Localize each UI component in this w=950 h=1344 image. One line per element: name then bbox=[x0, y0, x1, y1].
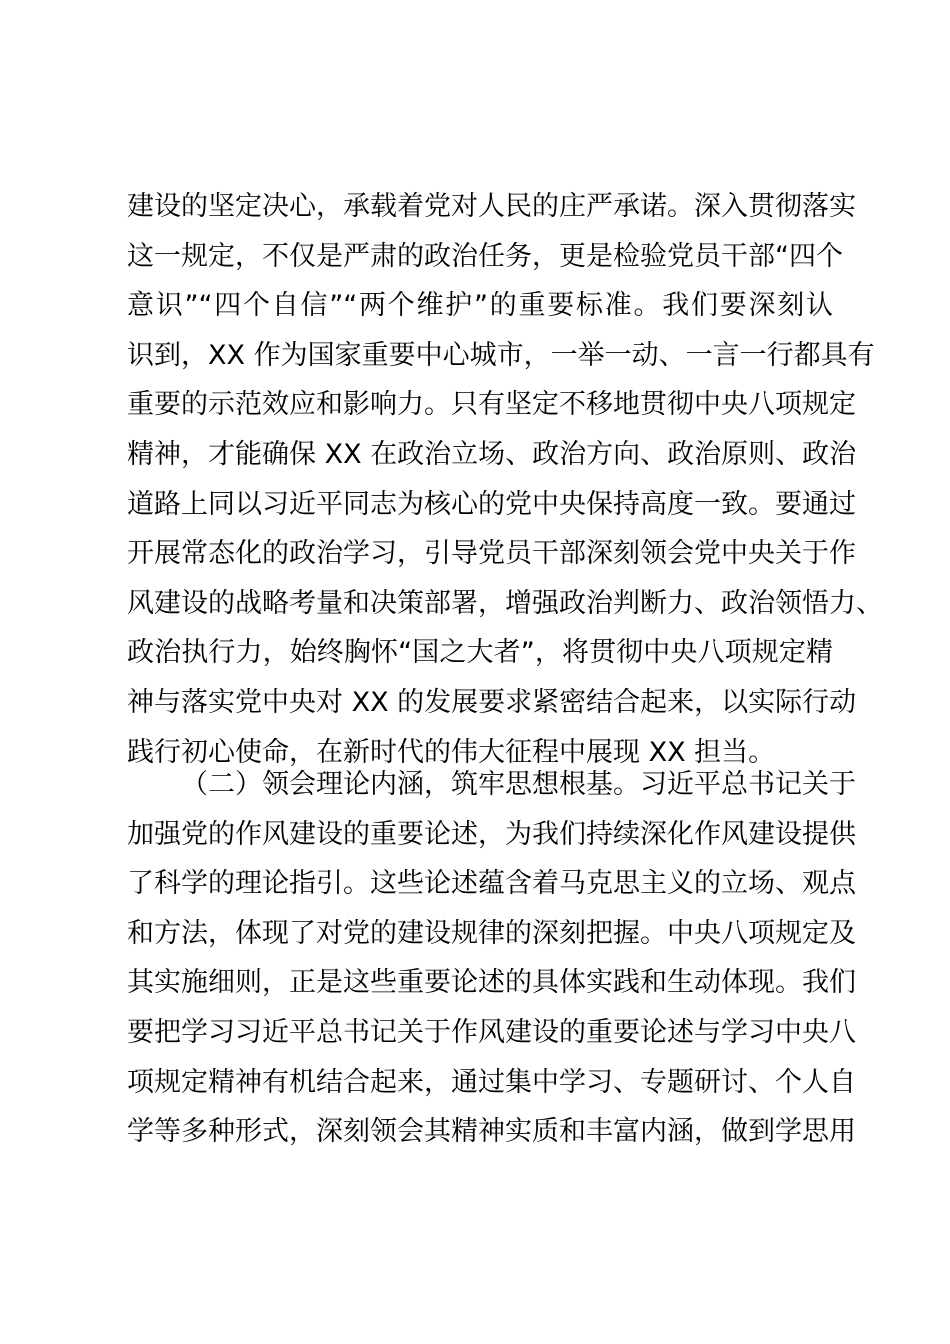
paragraph-line: 风建设的战略考量和决策部署，增强政治判断力、政治领悟力、 bbox=[127, 587, 883, 619]
paragraph-1 bbox=[127, 182, 883, 777]
paragraph-line: 践行初心使命，在新时代的伟大征程中展现 XX 担当。 bbox=[127, 736, 776, 768]
paragraph-line: 神与落实党中央对 XX 的发展要求紧密结合起来，以实际行动 bbox=[127, 686, 857, 718]
paragraph-line: 了科学的理论指引。这些论述蕴含着马克思主义的立场、观点 bbox=[127, 868, 856, 900]
paragraph-2 bbox=[127, 760, 856, 1157]
paragraph-line: 开展常态化的政治学习，引导党员干部深刻领会党中央关于作 bbox=[127, 538, 856, 570]
paragraph-line: 其实施细则，正是这些重要论述的具体实践和生动体现。我们 bbox=[127, 967, 856, 999]
paragraph-line: 重要的示范效应和影响力。只有坚定不移地贯彻中央八项规定 bbox=[127, 389, 856, 421]
paragraph-line: 精神，才能确保 XX 在政治立场、政治方向、政治原则、政治 bbox=[127, 438, 857, 470]
paragraph-line: 这一规定，不仅是严肃的政治任务，更是检验党员干部“四个 bbox=[127, 240, 843, 272]
paragraph-line: 政治执行力，始终胸怀“国之大者”，将贯彻中央八项规定精 bbox=[127, 637, 833, 669]
paragraph-line: 项规定精神有机结合起来，通过集中学习、专题研讨、个人自 bbox=[127, 1066, 856, 1098]
paragraph-line: 建设的坚定决心，承载着党对人民的庄严承诺。深入贯彻落实 bbox=[127, 191, 856, 222]
paragraph-line: 道路上同以习近平同志为核心的党中央保持高度一致。要通过 bbox=[127, 488, 856, 520]
paragraph-line: 和方法，体现了对党的建设规律的深刻把握。中央八项规定及 bbox=[127, 917, 856, 949]
paragraph-line: 加强党的作风建设的重要论述，为我们持续深化作风建设提供 bbox=[127, 818, 856, 850]
paragraph-line: 学等多种形式，深刻领会其精神实质和丰富内涵，做到学思用 bbox=[127, 1116, 856, 1148]
paragraph-line: 识到，XX 作为国家重要中心城市，一举一动、一言一行都具有 bbox=[127, 339, 875, 371]
paragraph-line: 要把学习习近平总书记关于作风建设的重要论述与学习中央八 bbox=[127, 1016, 856, 1048]
paragraph-line: （二）领会理论内涵，筑牢思想根基。习近平总书记关于 bbox=[181, 769, 856, 800]
paragraph-line: 意识”“四个自信”“两个维护”的重要标准。我们要深刻认 bbox=[127, 290, 833, 322]
